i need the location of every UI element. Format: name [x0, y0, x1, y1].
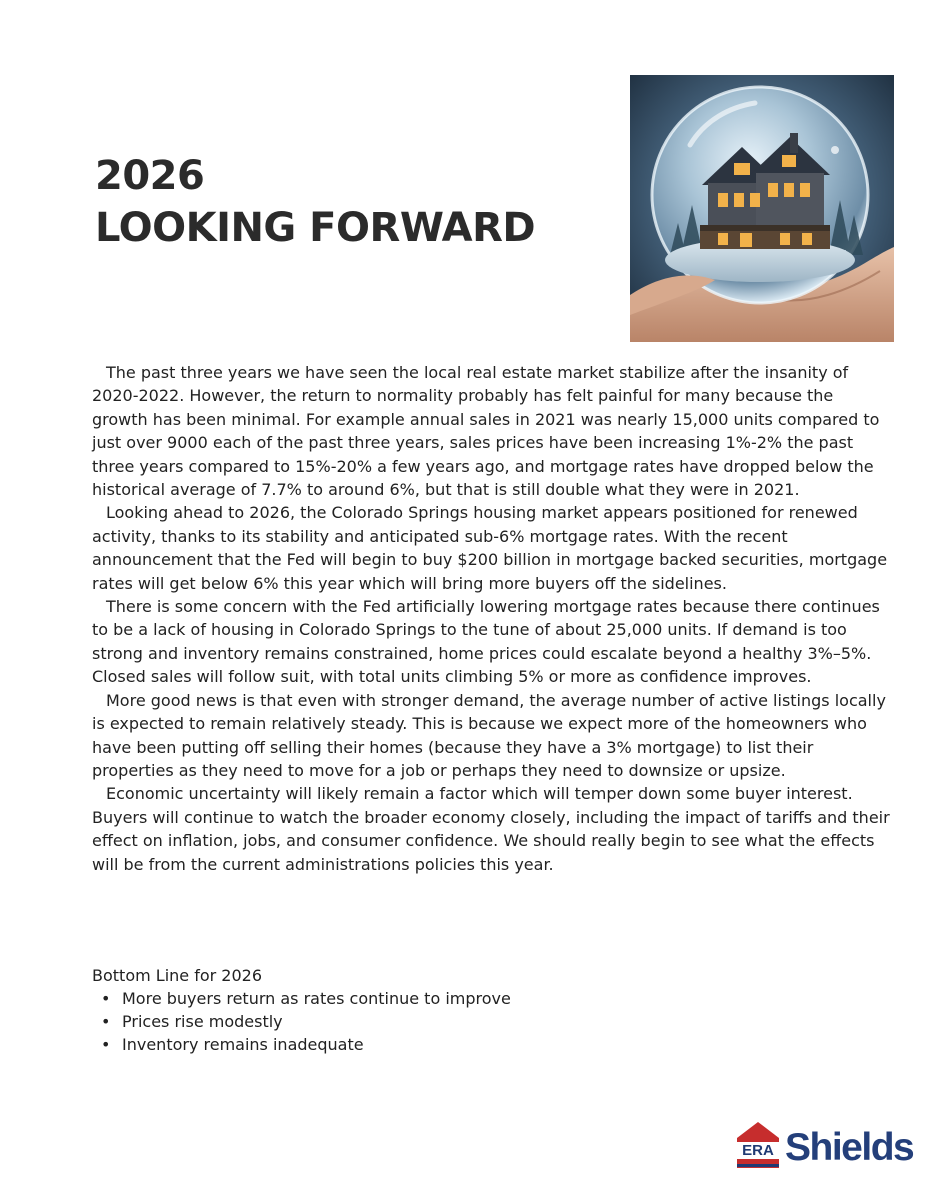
era-underline: [737, 1164, 779, 1167]
paragraph-2: Looking ahead to 2026, the Colorado Springs housing market appears positioned for renewed activity, thanks to its stability and anticipated sub-6% mortgage rates. With the recent announcement that the Fed will begin to buy $200 billion in mortgage backed securities, mortgage rates will get below 6% this year which will bring more buyers off the sidelines.: [92, 503, 888, 593]
paragraph-5: Economic uncertainty will likely remain a factor which will temper down some buyer interest. Buyers will continue to watch the broader economy closely, including the impact of tariffs and their effect on inflation, jobs, and consumer confidence. We should really begin to see what the effects will be from the current administrations policies this year.: [92, 784, 890, 874]
page-title: [95, 150, 535, 254]
paragraph-3: There is some concern with the Fed artificially lowering mortgage rates because there continues to be a lack of housing in Colorado Springs to the tune of about 25,000 units. If demand is too strong and inventory remains constrained, home prices could escalate beyond a healthy 3%–5%. Closed sales will follow suit, with total units climbing 5% or more as confidence improves.: [92, 597, 880, 687]
bottom-line-section: [92, 964, 692, 1056]
era-shields-logo: [735, 1120, 915, 1180]
list-item: • Inventory remains inadequate: [122, 1033, 692, 1056]
paragraph-1: The past three years we have seen the local real estate market stabilize after the insanity of 2020-2022. However, the return to normality probably has felt painful for many because the growth has been minimal. For example annual sales in 2021 was nearly 15,000 units compared to just over 9000 each of the past three years, sales prices have been increasing 1%-2% the past three years compared to 15%-20% a few years ago, and mortgage rates have dropped below the historical average of 7.7% to around 6%, but that is still double what they were in 2021.: [92, 363, 880, 500]
era-logo-text: ERA: [737, 1142, 779, 1159]
title-year: 2026: [95, 153, 205, 199]
crystal-ball-house-image: [630, 75, 894, 342]
shields-logo-text: Shields: [785, 1126, 914, 1169]
article-body: [92, 361, 892, 876]
bottom-line-heading: Bottom Line for 2026: [92, 966, 263, 985]
paragraph-4: More good news is that even with stronger demand, the average number of active listings locally is expected to remain relatively steady. This is because we expect more of the homeowners who have been putting off selling their homes (because they have a 3% mortgage) to list their properties as they need to move for a job or perhaps they need to downsize or upsize.: [92, 690, 886, 780]
title-heading: LOOKING FORWARD: [95, 205, 536, 251]
list-item: • Prices rise modestly: [122, 1010, 692, 1033]
list-item: • More buyers return as rates continue to improve: [122, 987, 692, 1010]
bottom-line-list: [92, 987, 692, 1056]
